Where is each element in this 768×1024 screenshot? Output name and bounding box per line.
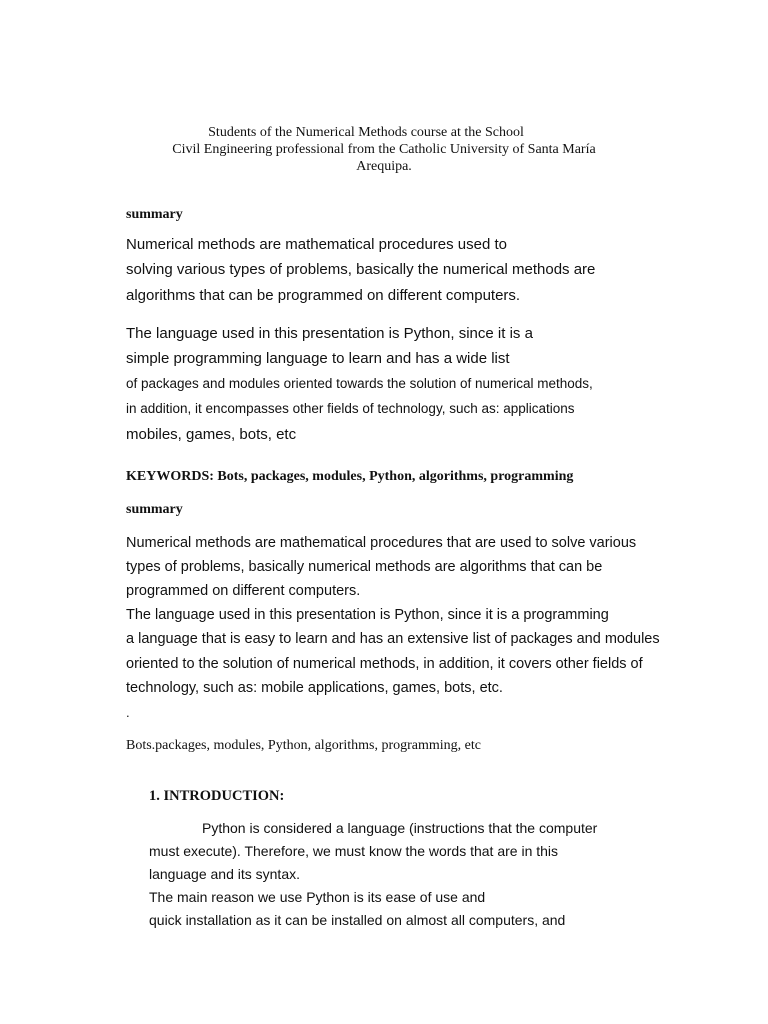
summary-2-line: Numerical methods are mathematical procedures that are used to solve various <box>126 535 637 551</box>
summary-2-line: programmed on different computers. <box>126 583 361 599</box>
introduction-line: quick installation as it can be installed on almost all computers, and <box>149 912 566 928</box>
stray-dot: . <box>126 705 130 720</box>
summary-paragraph-2-line: in addition, it encompasses other fields of technology, such as: applications <box>126 401 575 416</box>
summary-2-line: technology, such as: mobile applications, games, bots, etc. <box>126 680 503 696</box>
author-affiliation-line-1: Students of the Numerical Methods course at the School <box>208 125 524 140</box>
summary-paragraph-1-line: solving various types of problems, basically the numerical methods are <box>126 261 596 278</box>
summary-paragraph-2-line: simple programming language to learn and has a wide list <box>126 350 510 367</box>
summary-paragraph-1-line: algorithms that can be programmed on different computers. <box>126 287 521 304</box>
summary-2-line: oriented to the solution of numerical methods, in addition, it covers other fields of <box>126 656 643 672</box>
summary-2-line: The language used in this presentation is Python, since it is a programming <box>126 607 609 623</box>
summary-2-line: types of problems, basically numerical methods are algorithms that can be <box>126 559 603 575</box>
introduction-line: Python is considered a language (instructions that the computer <box>202 820 598 836</box>
summary-paragraph-2-line: mobiles, games, bots, etc <box>126 426 297 443</box>
summary-paragraph-2-line: of packages and modules oriented towards the solution of numerical methods, <box>126 376 593 391</box>
introduction-heading: 1. INTRODUCTION: <box>149 788 285 804</box>
keywords-line-alt: Bots.packages, modules, Python, algorithms, programming, etc <box>126 738 482 753</box>
summary-heading: summary <box>126 207 183 222</box>
author-affiliation-line-3: Arequipa. <box>356 159 412 174</box>
summary-2-line: a language that is easy to learn and has an extensive list of packages and modules <box>126 631 660 647</box>
introduction-line: language and its syntax. <box>149 866 300 882</box>
introduction-line: The main reason we use Python is its ease of use and <box>149 889 486 905</box>
keywords-line: KEYWORDS: Bots, packages, modules, Python, algorithms, programming <box>126 469 574 484</box>
author-affiliation-line-2: Civil Engineering professional from the Catholic University of Santa María <box>172 142 596 157</box>
introduction-line: must execute). Therefore, we must know the words that are in this <box>149 843 559 859</box>
summary-paragraph-1-line: Numerical methods are mathematical procedures used to <box>126 236 508 253</box>
summary-heading: summary <box>126 502 183 517</box>
summary-paragraph-2-line: The language used in this presentation is Python, since it is a <box>126 325 533 342</box>
